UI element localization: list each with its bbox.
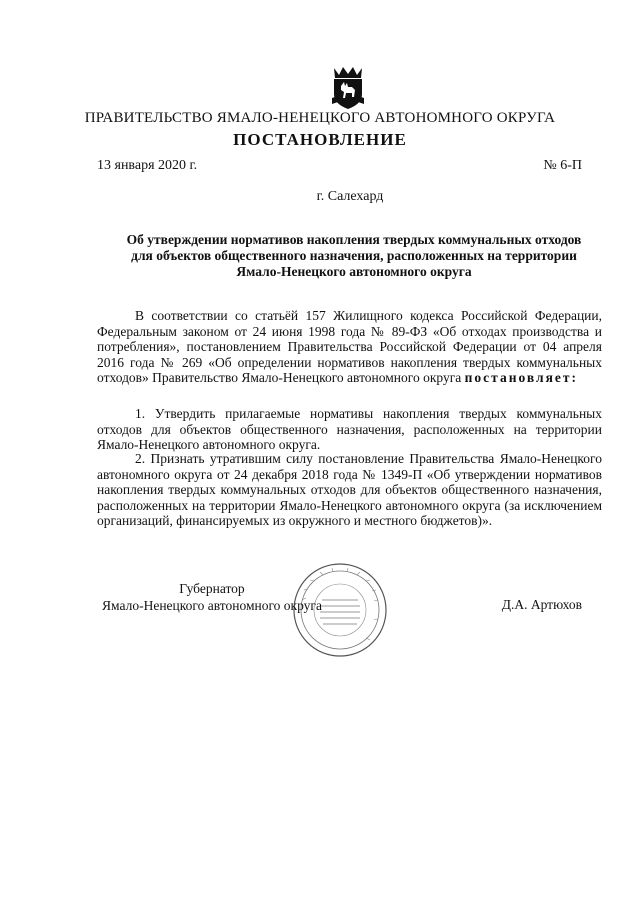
document-type: ПОСТАНОВЛЕНИЕ — [233, 130, 407, 149]
item-2-paragraph: 2. Признать утратившим силу постановление Правительства Ямало-Ненецкого автономного округа от 24 декабря 2018 года № 1349-П «Об утверждении нормативов накопления твердых коммунальных отходов для объектов общественного назначения, расположенных на территории Ямало-Ненецкого автономного округа (за исключением организаций, финансируемых из окружного и местного бюджетов)». — [97, 451, 602, 528]
document-title: Об утверждении нормативов накопления твердых коммунальных отходов для объектов общественного назначения, расположенных на территории Ямало-Ненецкого автономного округа — [126, 232, 582, 279]
signatory-position — [97, 580, 327, 614]
signatory-position-line2: Ямало-Ненецкого автономного округа — [102, 598, 322, 613]
coat-of-arms-icon — [330, 66, 366, 110]
preamble-paragraph — [97, 308, 602, 386]
document-number: № 6-П — [543, 158, 582, 173]
item-1-paragraph: 1. Утвердить прилагаемые нормативы накопления твердых коммунальных отходов для объектов общественного назначения, расположенных на территории Ямало-Ненецкого автономного округа. — [97, 406, 602, 452]
signatory-position-line1: Губернатор — [179, 581, 245, 596]
government-name: ПРАВИТЕЛЬСТВО ЯМАЛО-НЕНЕЦКОГО АВТОНОМНОГО ОКРУГА — [84, 110, 556, 126]
signatory-name: Д.А. Артюхов — [501, 597, 582, 612]
preamble-text: В соответствии со статьёй 157 Жилищного кодекса Российской Федерации, Федеральным законом от 24 июня 1998 года № 89-ФЗ «Об отходах производства и потребления», постановлением Правительства Российской Федерации от 04 апреля 2016 года № 269 «Об определении нормативов накопления твердых коммунальных отходов» Правительство Ямало-Ненецкого автономного округа — [97, 308, 602, 385]
document-date: 13 января 2020 г. — [97, 158, 198, 173]
document-city: г. Салехард — [316, 189, 384, 204]
resolves-word: постановляет: — [464, 370, 579, 385]
